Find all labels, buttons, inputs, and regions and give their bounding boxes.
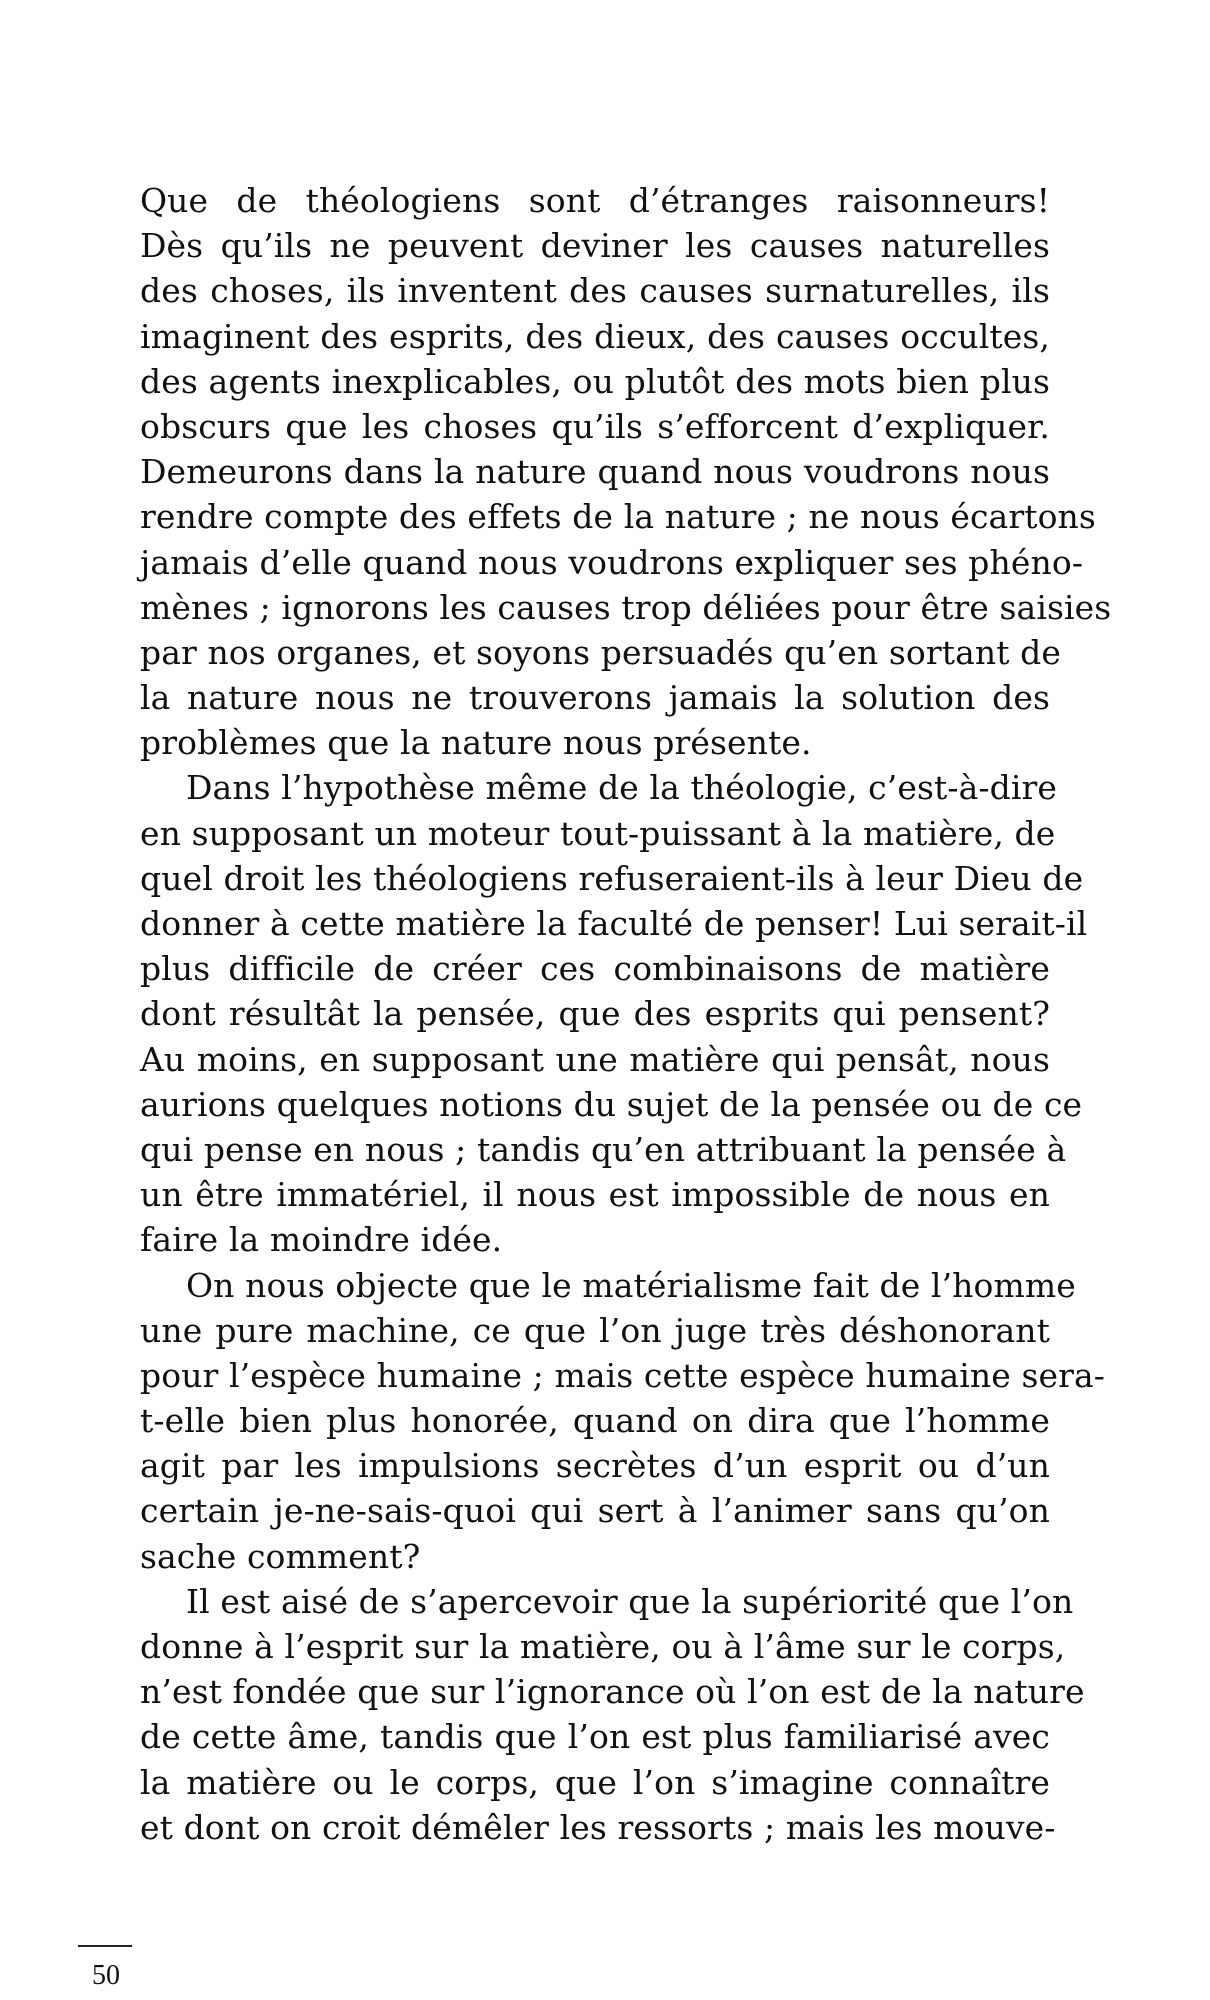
- text-line: obscurs que les choses qu’ils s’efforcent d’expliquer.: [140, 406, 1050, 446]
- text-line: Au moins, en supposant une matière qui pensât, nous: [140, 1039, 1050, 1079]
- text-line: de cette âme, tandis que l’on est plus familiarisé avec: [140, 1717, 1050, 1757]
- text-line: la matière ou le corps, que l’on s’imagine connaître: [140, 1762, 1050, 1802]
- text-line: faire la moindre idée.: [140, 1220, 503, 1260]
- text-line: Dans l’hypothèse même de la théologie, c’est-à-dire: [186, 768, 1058, 808]
- page-number: 50: [92, 1960, 120, 1991]
- paragraph-container: [140, 178, 1112, 1850]
- text-line: quel droit les théologiens refuseraient-ils à leur Dieu de: [140, 858, 1084, 898]
- text-line: n’est fondée que sur l’ignorance où l’on est de la nature: [140, 1672, 1085, 1712]
- text-line: agit par les impulsions secrètes d’un esprit ou d’un: [140, 1446, 1050, 1486]
- text-line: donne à l’esprit sur la matière, ou à l’âme sur le corps,: [140, 1627, 1066, 1666]
- paragraph: [140, 178, 1112, 765]
- text-line: qui pense en nous ; tandis qu’en attribuant la pensée à: [140, 1129, 1067, 1169]
- text-line: en supposant un moteur tout-puissant à la matière, de: [140, 813, 1056, 853]
- text-line: problèmes que la nature nous présente.: [140, 723, 812, 763]
- text-line: imaginent des esprits, des dieux, des causes occultes,: [140, 316, 1050, 356]
- text-line: et dont on croit démêler les ressorts ; mais les mouve-: [140, 1807, 1056, 1847]
- text-line: pour l’espèce humaine ; mais cette espèce humaine sera-: [140, 1355, 1106, 1395]
- text-line: t-elle bien plus honorée, quand on dira que l’homme: [140, 1401, 1050, 1441]
- text-line: par nos organes, et soyons persuadés qu’en sortant de: [140, 632, 1062, 672]
- paragraph: [140, 1263, 1106, 1579]
- text-line: On nous objecte que le matérialisme fait de l’homme: [186, 1265, 1076, 1305]
- text-line: dont résultât la pensée, que des esprits qui pensent?: [140, 994, 1050, 1034]
- body-text: [140, 178, 1112, 1850]
- text-line: mènes ; ignorons les causes trop déliées pour être saisies: [140, 587, 1112, 627]
- text-line: Que de théologiens sont d’étranges raisonneurs!: [140, 181, 1050, 220]
- text-line: jamais d’elle quand nous voudrons expliquer ses phéno-: [140, 542, 1084, 582]
- paragraph: [140, 1579, 1085, 1850]
- text-line: des choses, ils inventent des causes surnaturelles, ils: [140, 271, 1050, 311]
- text-line: donner à cette matière la faculté de penser! Lui serait-il: [140, 904, 1088, 943]
- text-line: plus difficile de créer ces combinaisons de matière: [140, 949, 1050, 989]
- footer-rule: [78, 1945, 132, 1947]
- text-line: des agents inexplicables, ou plutôt des mots bien plus: [140, 361, 1050, 401]
- text-line: sache comment?: [140, 1536, 421, 1576]
- text-line: la nature nous ne trouverons jamais la solution des: [140, 678, 1050, 718]
- text-line: aurions quelques notions du sujet de la pensée ou de ce: [140, 1084, 1083, 1124]
- text-line: rendre compte des effets de la nature ; ne nous écartons: [140, 497, 1096, 537]
- text-line: Dès qu’ils ne peuvent deviner les causes naturelles: [140, 226, 1050, 266]
- paragraph: [140, 765, 1088, 1262]
- text-line: Demeurons dans la nature quand nous voudrons nous: [140, 452, 1050, 492]
- text-line: Il est aisé de s’apercevoir que la supériorité que l’on: [186, 1581, 1074, 1621]
- text-line: un être immatériel, il nous est impossible de nous en: [140, 1175, 1050, 1215]
- text-line: une pure machine, ce que l’on juge très déshonorant: [140, 1310, 1050, 1350]
- text-line: certain je-ne-sais-quoi qui sert à l’animer sans qu’on: [140, 1491, 1050, 1531]
